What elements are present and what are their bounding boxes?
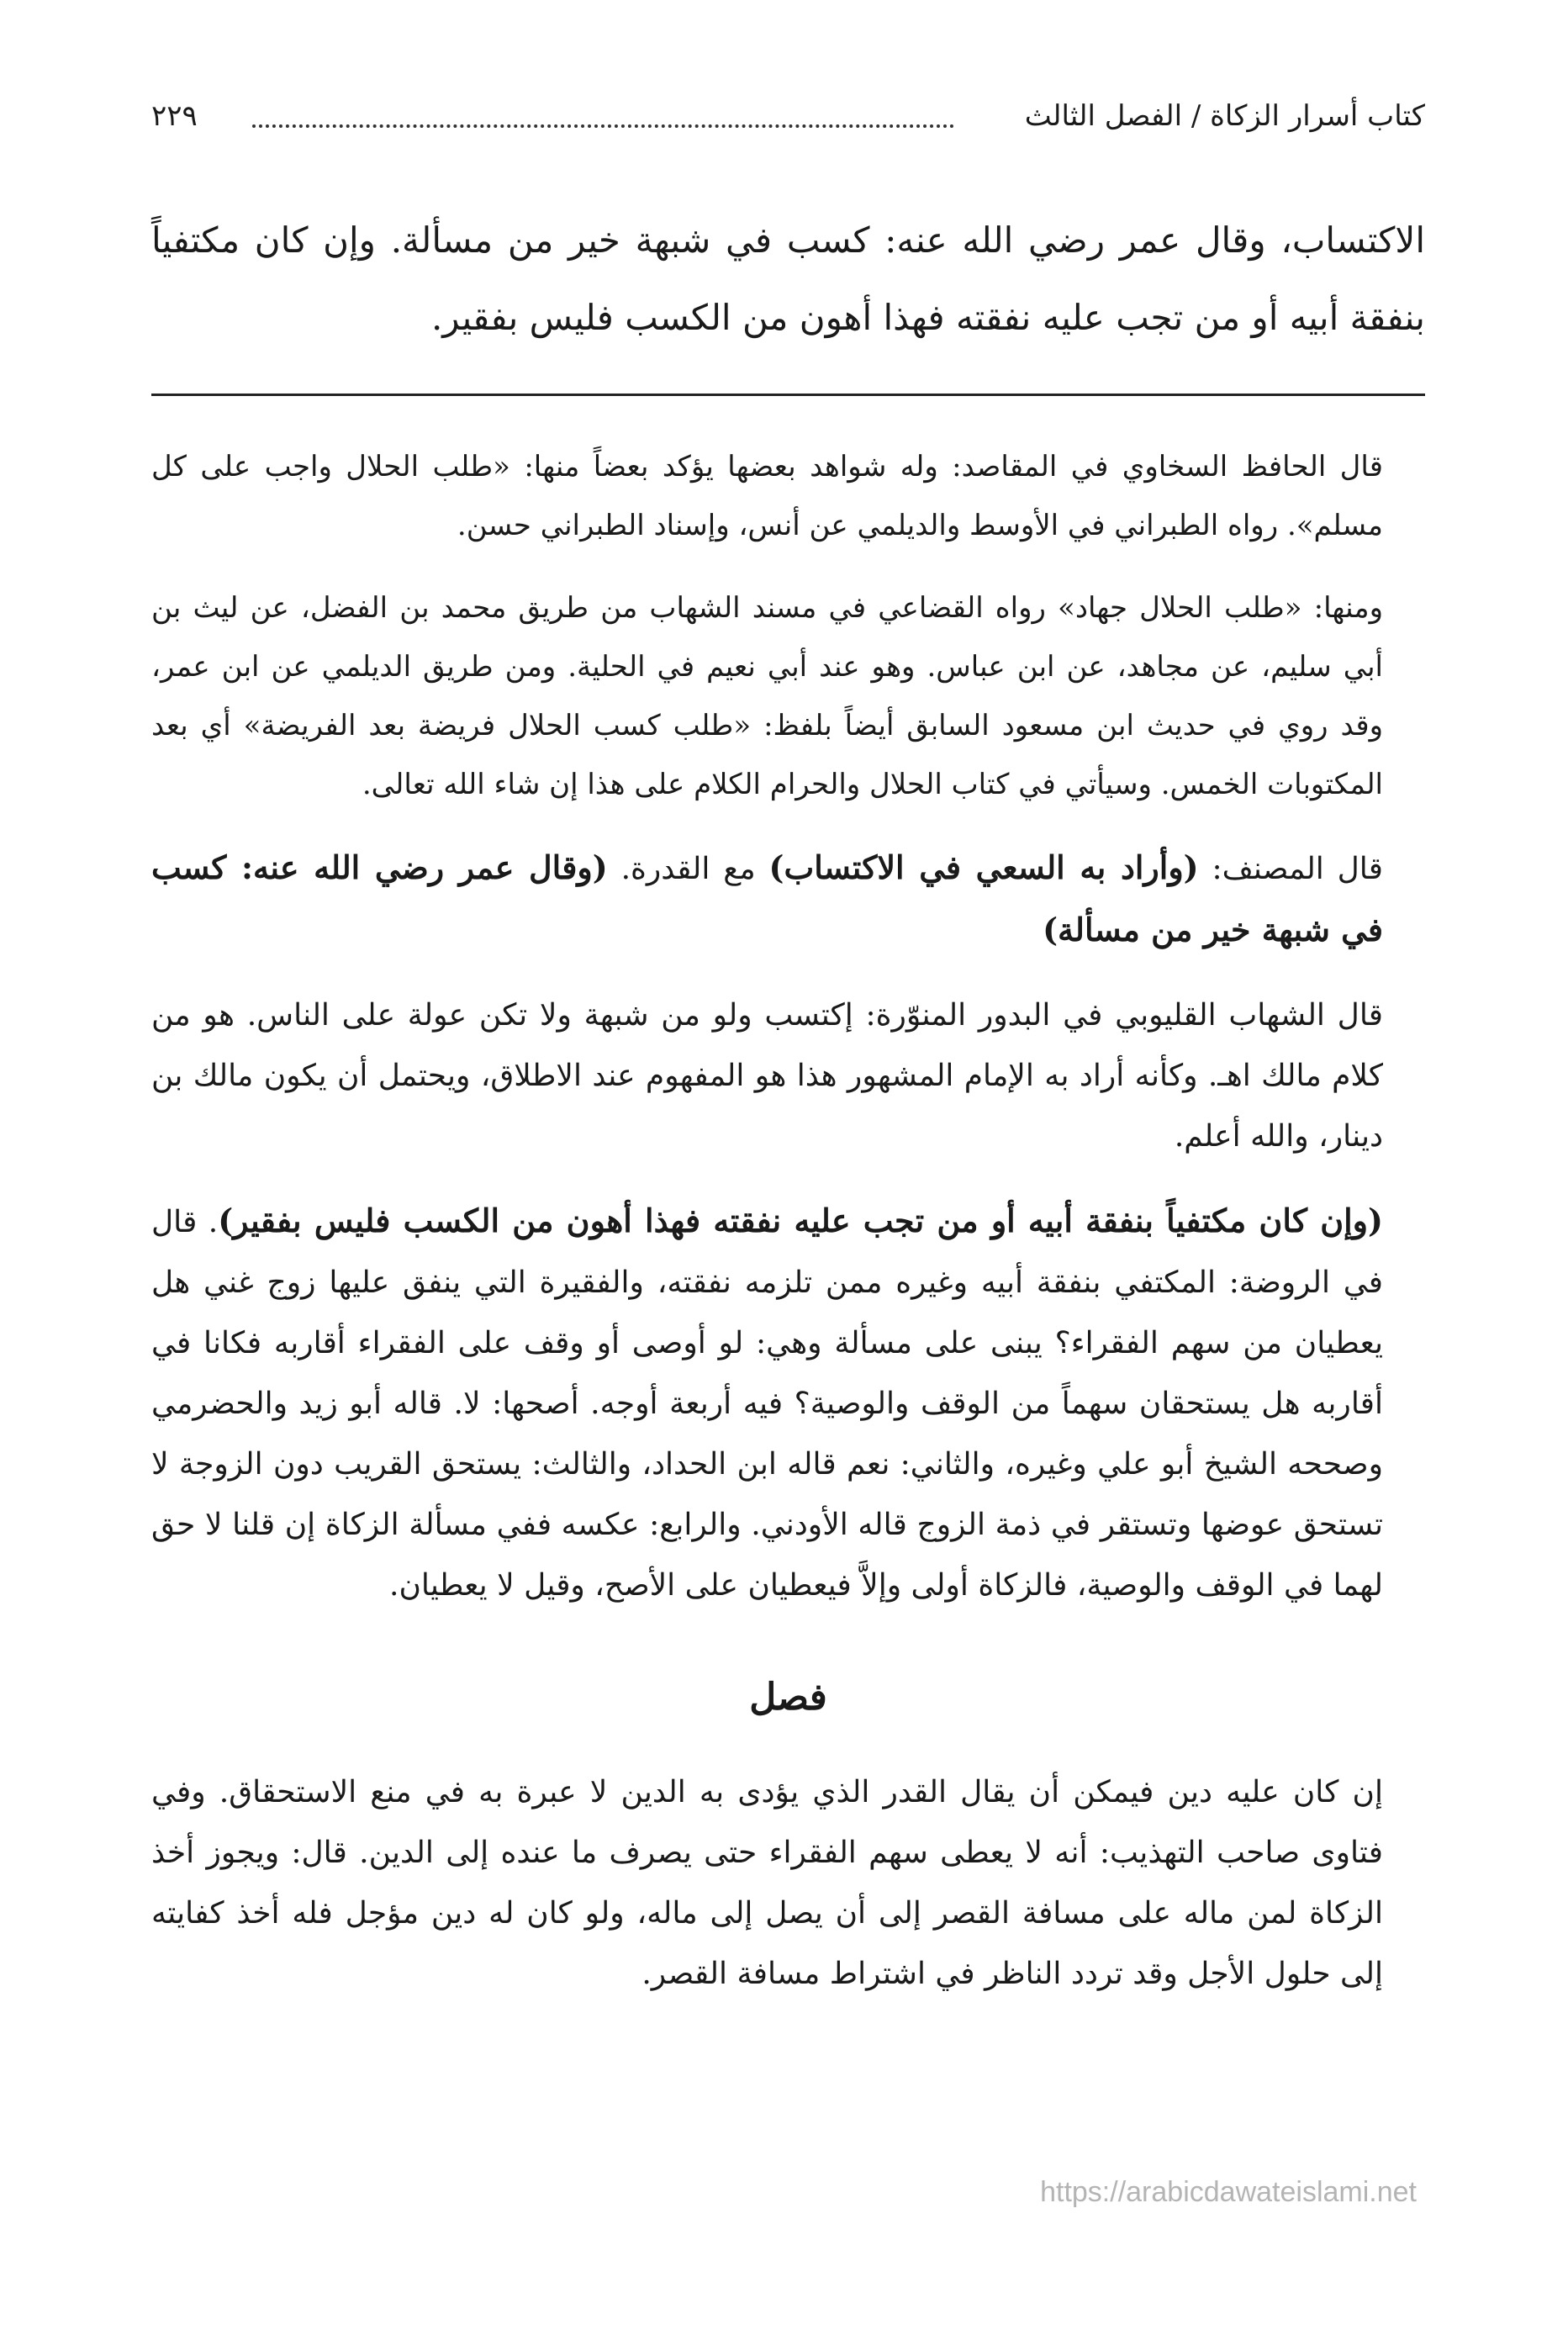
book-page [151, 0, 1425, 2335]
commentary-paragraph-4: قال الشهاب القليوبي في البدور المنوّرة: إكتسب ولو من شبهة ولا تكن عولة على الناس. هو من كلام مالك اهـ. وكأنه أراد به الإمام المشهور هذا هو المفهوم عند الاطلاق، ويحتمل أن يكون مالك بن دينار، والله أعلم. [151, 998, 1384, 1154]
header-dot-leader [252, 124, 954, 128]
quoted-text-bold-2: (وقال عمر رضي الله عنه: كسب في شبهة خير من مسألة) [151, 848, 1383, 948]
commentary-paragraph-3 [151, 837, 1425, 962]
commentary-paragraph-5 [151, 1191, 1425, 1616]
quoted-text-bold-1: (وأراد به السعي في الاكتساب) [768, 848, 1199, 886]
main-text-paragraph: الاكتساب، وقال عمر رضي الله عنه: كسب في شبهة خير من مسألة. وإن كان مكتفياً بنفقة أبيه أو من تجب عليه نفقته فهذا أهون من الكسب فليس بفقير. [151, 219, 1425, 338]
commentary-paragraph-1: قال الحافظ السخاوي في المقاصد: وله شواهد بعضها يؤكد بعضاً منها: «طلب الحلال واجب على كل مسلم». رواه الطبراني في الأوسط والديلمي عن أنس، وإسناد الطبراني حسن. [151, 450, 1383, 542]
author-intro: قال المصنف: [1212, 852, 1383, 886]
commentary-paragraph-2: ومنها: «طلب الحلال جهاد» رواه القضاعي في مسند الشهاب من طريق محمد بن الفضل، عن ليث بن أبي سليم، عن مجاهد، عن ابن عباس. وهو عند أبي نعيم في الحلية. ومن طريق الديلمي عن ابن عمر، وقد روي في حديث ابن مسعود السابق أيضاً بلفظ: «طلب كسب الحلال فريضة بعد الفريضة» أي بعد المكتوبات الخمس. وسيأتي في كتاب الحلال والحرام الكلام على هذا إن شاء الله تعالى. [151, 591, 1383, 801]
footnote-separator [151, 394, 1425, 396]
section-heading: فصل [749, 1676, 827, 1719]
commentary-inline-2: . قال في الروضة: المكتفي بنفقة أبيه وغيره ممن تلزمه نفقته، والفقيرة التي ينفق عليها زوج غني هل يعطيان من سهم الفقراء؟ يبنى على مسألة وهي: لو أوصى أو وقف على الفقراء أقاربه فكانا في أقاربه هل يستحقان سهماً من الوقف والوصية؟ فيه أربعة أوجه. أصحها: لا. قاله أبو زيد والحضرمي وصححه الشيخ أبو علي وغيره، والثاني: نعم قاله ابن الحداد، والثالث: يستحق القريب دون الزوجة لا تستحق عوضها وتستقر في ذمة الزوج قاله الأودني. والرابع: عكسه ففي مسألة الزكاة إن قلنا لا حق لهما في الوقف والوصية، فالزكاة أولى وإلاَّ فيعطيان على الأصح، وقيل لا يعطيان. [151, 1205, 1383, 1603]
page-number: ٢٢٩ [151, 99, 198, 133]
running-header [151, 91, 1425, 141]
commentary-inline: مع القدرة. [620, 852, 756, 886]
quoted-text-bold-3: (وإن كان مكتفياً بنفقة أبيه أو من تجب عليه نفقته فهذا أهون من الكسب فليس بفقير) [218, 1202, 1383, 1239]
website-watermark: https://arabicdawateislami.net [1040, 2176, 1417, 2208]
header-title: كتاب أسرار الزكاة / الفصل الثالث [1024, 99, 1425, 133]
commentary-paragraph-6: إن كان عليه دين فيمكن أن يقال القدر الذي يؤدى به الدين لا عبرة به في منع الاستحقاق. وفي فتاوى صاحب التهذيب: أنه لا يعطى سهم الفقراء حتى يصرف ما عنده إلى الدين. قال: ويجوز أخذ الزكاة لمن ماله على مسافة القصر إلى أن يصل إلى ماله، ولو كان له دين مؤجل فله أخذ كفايته إلى حلول الأجل وقد تردد الناظر في اشتراط مسافة القصر. [151, 1775, 1383, 1991]
commentary-section [151, 437, 1425, 2028]
